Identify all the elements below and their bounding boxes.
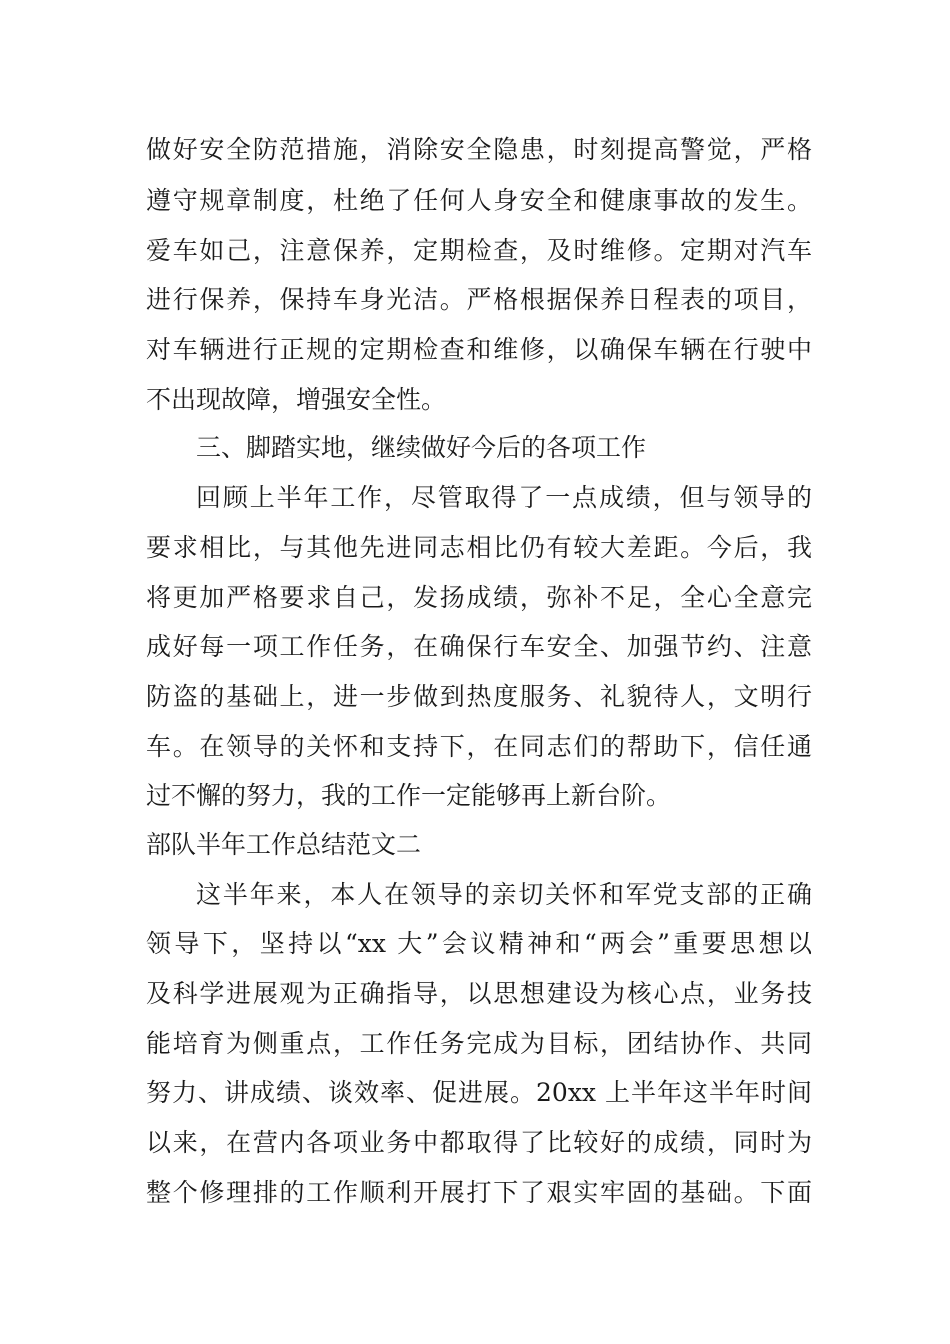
text-line: 这半年来，本人在领导的亲切关怀和军党支部的正确 xyxy=(196,880,812,909)
text-line: 过不懈的努力，我的工作一定能够再上新台阶。 xyxy=(146,781,672,810)
article-title: 部队半年工作总结范文二 xyxy=(146,830,422,859)
text-line: 防盗的基础上，进一步做到热度服务、礼貌待人，文明行 xyxy=(146,682,812,711)
text-line: 能培育为侧重点，工作任务完成为目标，团结协作、共同 xyxy=(146,1029,812,1058)
text-line: 以来，在营内各项业务中都取得了比较好的成绩，同时为 xyxy=(146,1128,812,1157)
text-line: 成好每一项工作任务，在确保行车安全、加强节约、注意 xyxy=(146,632,812,661)
text-line: 对车辆进行正规的定期检查和维修，以确保车辆在行驶中 xyxy=(146,335,812,364)
text-line: 做好安全防范措施，消除安全隐患，时刻提高警觉，严格 xyxy=(146,135,812,164)
text-line: 回顾上半年工作，尽管取得了一点成绩，但与领导的 xyxy=(196,483,812,512)
text-line: 遵守规章制度，杜绝了任何人身安全和健康事故的发生。 xyxy=(146,186,812,215)
text-line: 整个修理排的工作顺利开展打下了艰实牢固的基础。下面 xyxy=(146,1178,812,1207)
text-line: 将更加严格要求自己，发扬成绩，弥补不足，全心全意完 xyxy=(146,583,812,612)
section-heading: 三、脚踏实地，继续做好今后的各项工作 xyxy=(196,433,647,462)
text-line: 领导下，坚持以“xx 大”会议精神和“两会”重要思想以 xyxy=(146,929,812,958)
text-line: 要求相比，与其他先进同志相比仍有较大差距。今后，我 xyxy=(146,533,812,562)
text-line: 进行保养，保持车身光洁。严格根据保养日程表的项目， xyxy=(146,285,812,314)
text-line: 爱车如己，注意保养，定期检查，及时维修。定期对汽车 xyxy=(146,236,812,265)
text-line: 车。在领导的关怀和支持下，在同志们的帮助下，信任通 xyxy=(146,732,812,761)
text-line: 不出现故障，增强安全性。 xyxy=(146,385,447,414)
text-line: 努力、讲成绩、谈效率、促进展。20xx 上半年这半年时间 xyxy=(146,1078,812,1107)
text-line: 及科学进展观为正确指导，以思想建设为核心点，业务技 xyxy=(146,979,812,1008)
